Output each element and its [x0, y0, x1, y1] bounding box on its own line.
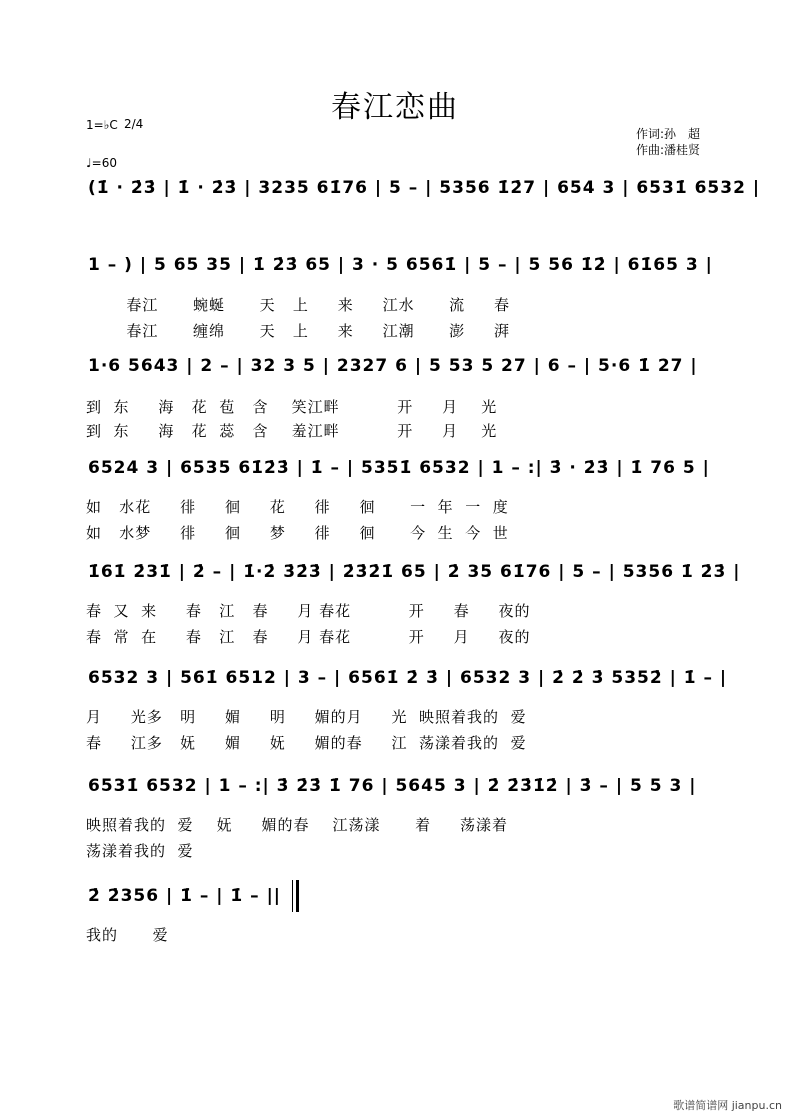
lyric-row-7-verse-1: 映照着我的 爱 妩 媚的春 江荡漾 着 荡漾着: [86, 816, 508, 834]
lyric-row-3-verse-1: 到 东 海 花 苞 含 笑江畔 开 月 光: [86, 398, 498, 416]
music-row-5: 1̇61̇ 2̇31̇ | 2̇ – | 1̇·2̇ 3̇2̇3̇ | 2̇3̇2̇1̇ 65 | 2̇ 35 61̇76 | 5 – | 5356 1̇ 2̇3̇ |: [88, 562, 741, 582]
music-row-3: 1·6 5643 | 2 – | 32 3 5 | 2327 6 | 5 53 5 27 | 6 – | 5·6 1̇ 27 |: [88, 356, 698, 376]
tempo-marking: [86, 156, 117, 170]
final-barline-thin: [292, 880, 293, 912]
final-barline-thick: [296, 880, 299, 912]
watermark: 歌谱简谱网 jianpu.cn: [673, 1099, 782, 1112]
time-signature: 2/4: [124, 117, 144, 131]
lyric-row-2-verse-2: 春江 缠绵 天 上 来 江潮 澎 湃: [86, 322, 511, 340]
tempo-value: =60: [91, 156, 117, 170]
quarter-note-icon: ♩: [86, 156, 92, 170]
lyric-row-4-verse-2: 如 水梦 徘 徊 梦 徘 徊 今 生 今 世: [86, 524, 509, 542]
lyric-row-6-verse-1: 月 光多 明 媚 明 媚的月 光 映照着我的 爱: [86, 708, 527, 726]
music-row-1: (1̇ · 2̇3̇ | 1̇ · 2̇3̇ | 3235 61̇76 | 5 – | 5356 1̇2̇7 | 654 3 | 6531̇ 6532 |: [88, 178, 761, 198]
lyric-row-6-verse-2: 春 江多 妩 媚 妩 媚的春 江 荡漾着我的 爱: [86, 734, 527, 752]
lyric-row-5-verse-2: 春 常 在 春 江 春 月 春花 开 月 夜的: [86, 628, 531, 646]
music-row-7: 6531̇ 6532 | 1 – :| 3̇ 2̇3̇ 1̇ 76 | 5645 3 | 2̇ 2̇3̇1̇2̇ | 3̇ – | 5 5 3 |: [88, 776, 697, 796]
music-row-2: 1 – ) | 5 65 35 | 1̇ 2̇3̇ 65 | 3 · 5 6561̇ | 5 – | 5 56 1̇2̇ | 61̇65 3 |: [88, 255, 713, 275]
lyric-row-2-verse-1: 春江 蜿蜒 天 上 来 江水 流 春: [86, 296, 511, 314]
music-row-6: 6532 3 | 561̇ 6512 | 3 – | 6561̇ 2̇ 3̇ | 6532 3 | 2̇ 2̇ 3̇ 5352̇ | 1̇ – |: [88, 668, 728, 688]
lyric-row-8-verse-1: 我的 爱: [86, 926, 169, 944]
lyric-row-4-verse-1: 如 水花 徘 徊 花 徘 徊 一 年 一 度: [86, 498, 509, 516]
key-label: 1=♭C: [86, 118, 118, 132]
lyricist: 作词:孙 超: [636, 127, 701, 141]
lyric-row-3-verse-2: 到 东 海 花 蕊 含 羞江畔 开 月 光: [86, 422, 498, 440]
lyric-row-7-verse-2: 荡漾着我的 爱: [86, 842, 194, 860]
music-row-8: 2̇ 2̇356 | 1̇ – | 1̇ – ||: [88, 886, 281, 906]
music-row-4: 6524 3 | 6535 61̇2̇3̇ | 1̇ – | 5351̇ 6532 | 1 – :| 3̇ · 2̇3̇ | 1̇ 76 5 |: [88, 458, 710, 478]
key-signature: [86, 117, 144, 132]
song-title: 春江恋曲: [331, 90, 459, 125]
lyric-row-5-verse-1: 春 又 来 春 江 春 月 春花 开 春 夜的: [86, 602, 531, 620]
credits: [636, 126, 700, 158]
composer: 作曲:潘桂贤: [636, 143, 701, 157]
